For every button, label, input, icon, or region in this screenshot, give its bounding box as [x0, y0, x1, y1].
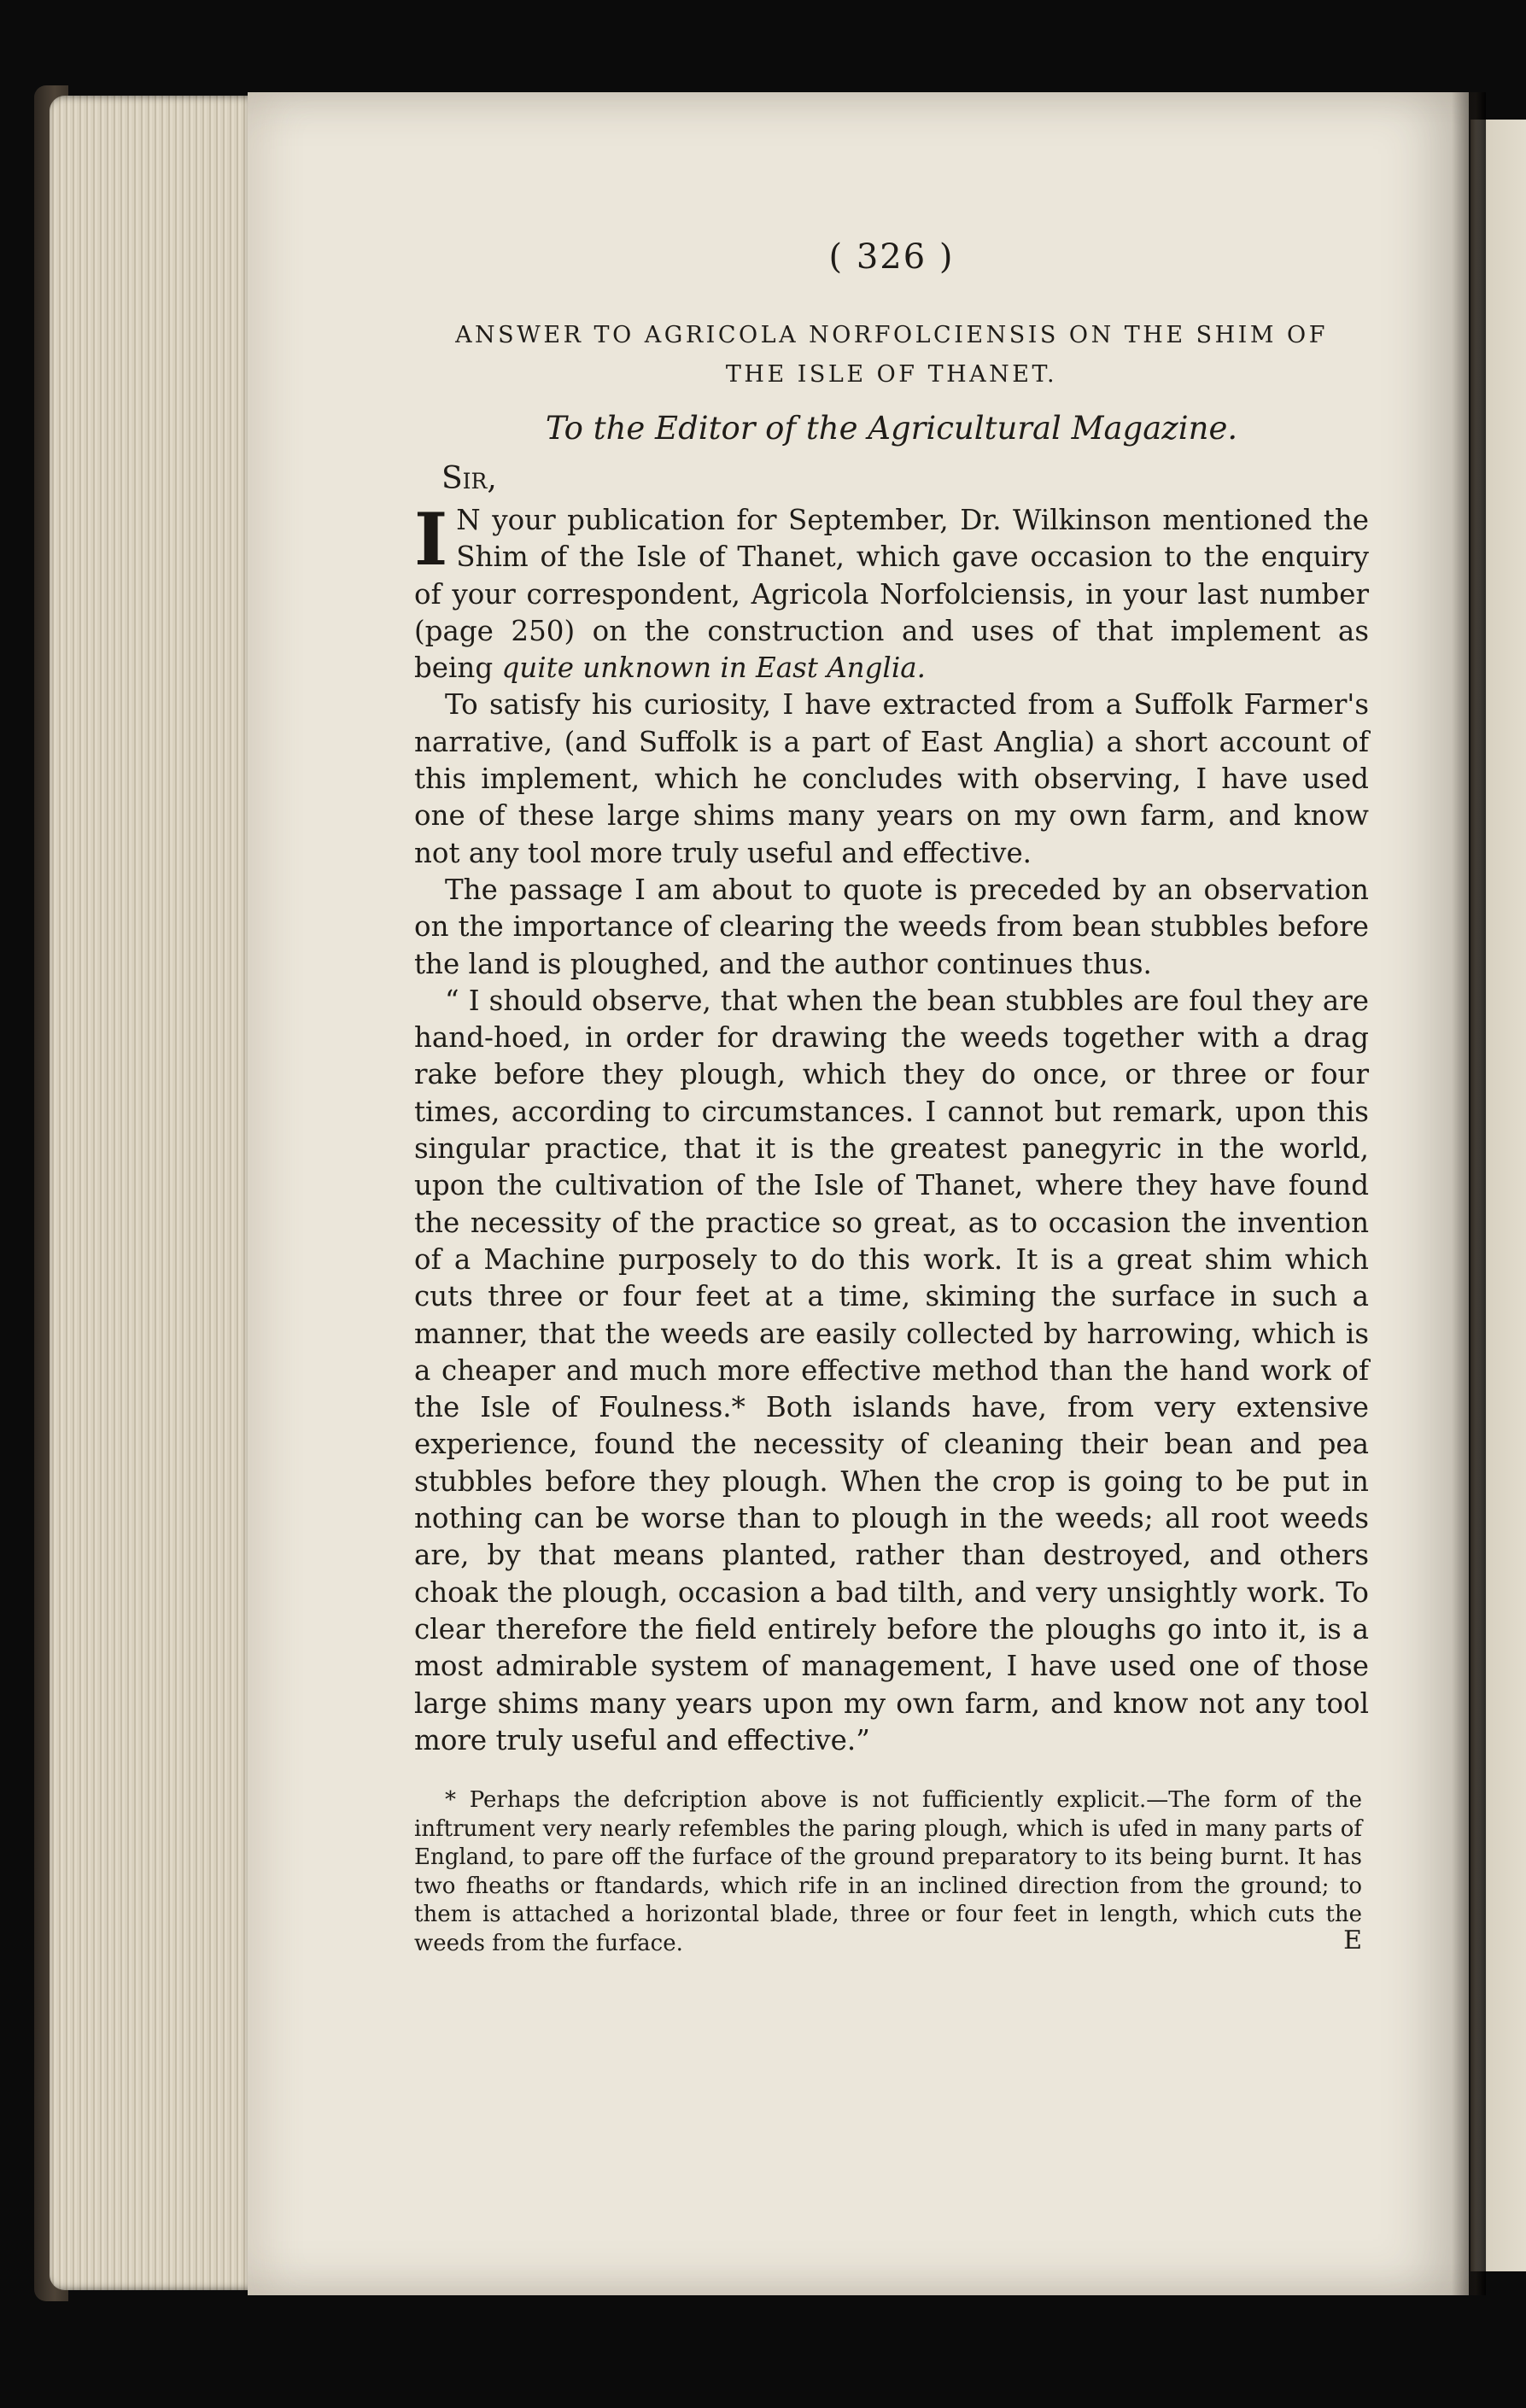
footnote-text: * Perhaps the defcription above is not fufficiently explicit.—The form of the inftrument very nearly refembles the paring plough, which is ufed in many parts of England, to pare off the furface of the ground preparatory to its being burnt. It has two fheaths or ftandards, which rife in an inclined direction from the ground; to them is attached a horizontal blade, three or four feet in length, which cuts the weeds from the furface. — [414, 1787, 1362, 1957]
paragraph-1-italic: quite unknown in East Anglia. — [501, 652, 926, 685]
page-text — [414, 237, 1369, 1959]
paragraph-1 — [414, 497, 1369, 687]
page-block-edge — [50, 96, 254, 2290]
drop-cap: I — [414, 497, 448, 582]
heading-line-1: ANSWER TO AGRICOLA NORFOLCIENSIS ON THE SHIM OF — [455, 322, 1328, 348]
footnote — [414, 1786, 1369, 1959]
paragraph-3: The passage I am about to quote is preceded by an observation on the importance of clearing the weeds from bean stubbles before the land is ploughed, and the author continues thus. — [414, 873, 1369, 980]
paragraph-2: To satisfy his curiosity, I have extracted from a Suffolk Farmer's narrative, (and Suffolk is a part of East Anglia) a short account of this implement, which he concludes with observing, I have used one of these large shims many years on my own farm, and know not any tool more truly useful and effective. — [414, 688, 1369, 869]
book-gutter — [1452, 92, 1486, 2295]
page-number: ( 326 ) — [828, 237, 955, 277]
heading-line-2: THE ISLE OF THANET. — [725, 361, 1058, 388]
paragraph-4-quotation: “ I should observe, that when the bean stubbles are foul they are hand-hoed, in order for drawing the weeds together with a drag rake before they plough, which they do once, or three or four times, according to circumstances. I cannot but remark, upon this singular practice, that it is the greatest panegyric in the world, upon the cultivation of the Isle of Thanet, where they have found the necessity of the practice so great, as to occasion the invention of a Machine purposely to do this work. It is a great shim which cuts three or four feet at a time, skiming the surface in such a manner, that the weeds are easily collected by harrowing, which is a cheaper and much more effective method than the hand work of the Isle of Foulness.* Both islands have, from very extensive experience, found the necessity of cleaning their bean and pea stubbles before they plough. When the crop is going to be put in nothing can be worse than to plough in the weeds; all root weeds are, by that means planted, rather than destroyed, and others choak the plough, occasion a bad tilth, and very unsightly work. To clear therefore the field entirely before the ploughs go into it, is a most admirable system of management, I have used one of those large shims many years upon my own farm, and know not any tool more truly useful and effective.” — [414, 984, 1369, 1756]
signature: E — [1343, 1926, 1362, 1956]
paragraph-1-text: N your publication for September, Dr. Wilkinson mentioned the Shim of the Isle of Thanet, which gave occasion to the enquiry of your correspondent, Agricola Norfolciensis, in your last number (page 250) on the construction and uses of that implement as being — [414, 504, 1369, 685]
to-editor-line: To the Editor of the Agricultural Magazine. — [545, 410, 1238, 447]
article-heading — [414, 316, 1369, 395]
salutation: Sir, — [441, 461, 497, 496]
